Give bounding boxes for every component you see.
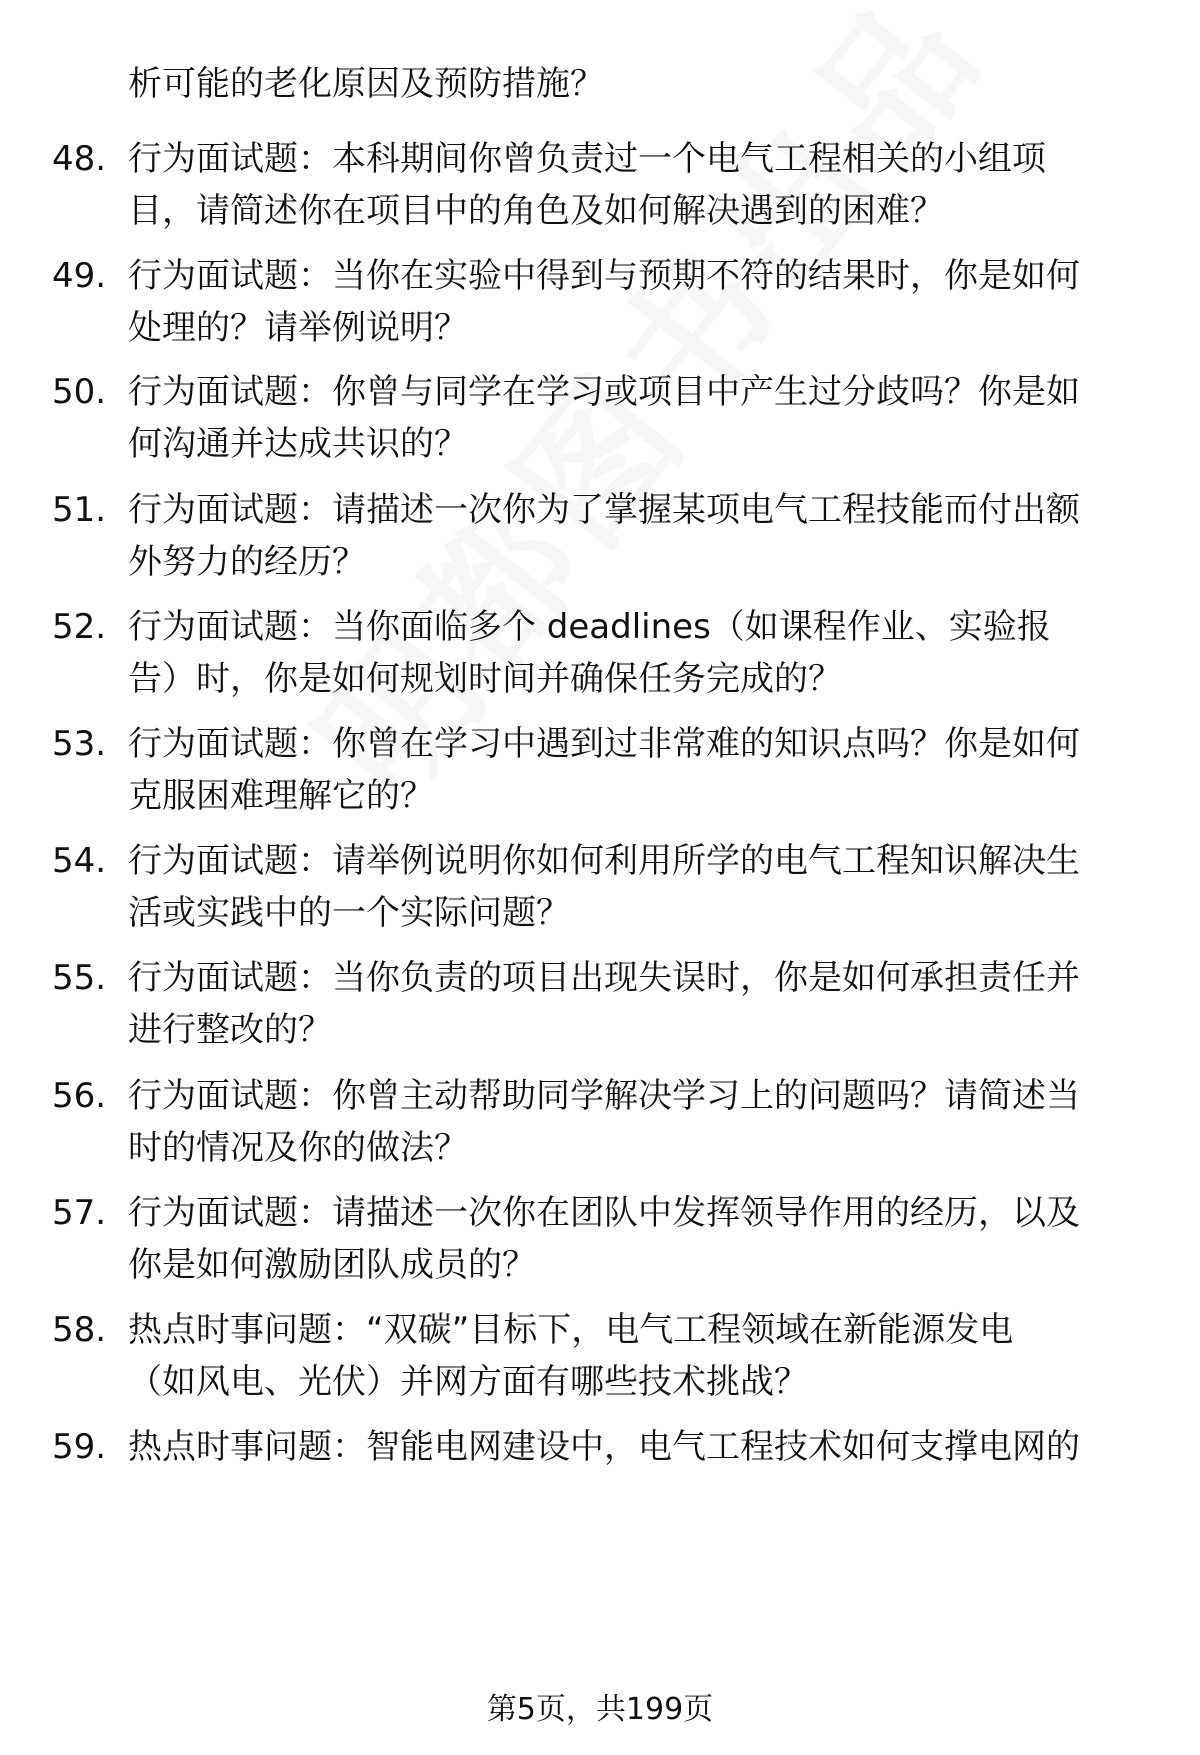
question-text-line: 行为面试题：当你负责的项目出现失误时，你是如何承担责任并 xyxy=(128,958,1080,998)
question-number: 53. xyxy=(52,724,107,764)
question-text-line: 热点时事问题：智能电网建设中，电气工程技术如何支撑电网的 xyxy=(128,1427,1080,1467)
question-number: 48. xyxy=(52,139,107,179)
question-text-line: 行为面试题：当你在实验中得到与预期不符的结果时，你是如何 xyxy=(128,256,1080,296)
question-text xyxy=(128,484,1138,588)
question-text-line: 行为面试题：请描述一次你为了掌握某项电气工程技能而付出额 xyxy=(128,490,1080,530)
question-text-line: 行为面试题：请举例说明你如何利用所学的电气工程知识解决生 xyxy=(128,841,1080,881)
question-number: 55. xyxy=(52,958,107,998)
question-text-line: 何沟通并达成共识的？ xyxy=(128,424,468,464)
question-text xyxy=(128,250,1138,354)
question-number: 57. xyxy=(52,1193,107,1233)
question-number: 50. xyxy=(52,372,107,412)
question-text xyxy=(128,1187,1138,1291)
question-number: 56. xyxy=(52,1076,107,1116)
question-text-line: 行为面试题：你曾与同学在学习或项目中产生过分歧吗？你是如 xyxy=(128,372,1080,412)
question-text xyxy=(128,366,1138,470)
question-number: 51. xyxy=(52,490,107,530)
question-text-line: 行为面试题：当你面临多个 deadlines（如课程作业、实验报 xyxy=(128,607,1051,647)
question-text xyxy=(128,133,1138,237)
question-text xyxy=(128,1304,1138,1408)
question-text-line: （如风电、光伏）并网方面有哪些技术挑战？ xyxy=(128,1362,808,1402)
question-number: 59. xyxy=(52,1427,107,1467)
question-text-line: 告）时，你是如何规划时间并确保任务完成的？ xyxy=(128,659,842,699)
question-number: 58. xyxy=(52,1310,107,1350)
question-text-line: 进行整改的？ xyxy=(128,1010,332,1050)
question-text-line: 目，请简述你在项目中的角色及如何解决遇到的困难？ xyxy=(128,191,944,231)
question-text-line: 热点时事问题：“双碳”目标下，电气工程领域在新能源发电 xyxy=(128,1310,1014,1350)
question-text xyxy=(128,718,1138,822)
question-text xyxy=(128,835,1138,939)
question-text-line: 你是如何激励团队成员的？ xyxy=(128,1245,536,1285)
question-text-line: 时的情况及你的做法？ xyxy=(128,1128,468,1168)
question-number: 54. xyxy=(52,841,107,881)
question-text-line: 行为面试题：本科期间你曾负责过一个电气工程相关的小组项 xyxy=(128,139,1046,179)
question-text xyxy=(128,1070,1138,1174)
question-number: 49. xyxy=(52,256,107,296)
question-text-line: 活或实践中的一个实际问题？ xyxy=(128,893,570,933)
page-footer: 第5页，共199页 xyxy=(486,1692,714,1727)
continuation-line: 析可能的老化原因及预防措施？ xyxy=(128,64,604,104)
question-number: 52. xyxy=(52,607,107,647)
question-text-line: 克服困难理解它的？ xyxy=(128,776,434,816)
question-text-line: 行为面试题：你曾主动帮助同学解决学习上的问题吗？请简述当 xyxy=(128,1076,1080,1116)
question-text xyxy=(128,601,1138,705)
question-text-line: 外努力的经历？ xyxy=(128,542,366,582)
question-text-line: 行为面试题：请描述一次你在团队中发挥领导作用的经历，以及 xyxy=(128,1193,1080,1233)
question-text-line: 行为面试题：你曾在学习中遇到过非常难的知识点吗？你是如何 xyxy=(128,724,1080,764)
question-text xyxy=(128,1421,1138,1473)
question-text-line: 处理的？请举例说明？ xyxy=(128,308,468,348)
question-text xyxy=(128,952,1138,1056)
